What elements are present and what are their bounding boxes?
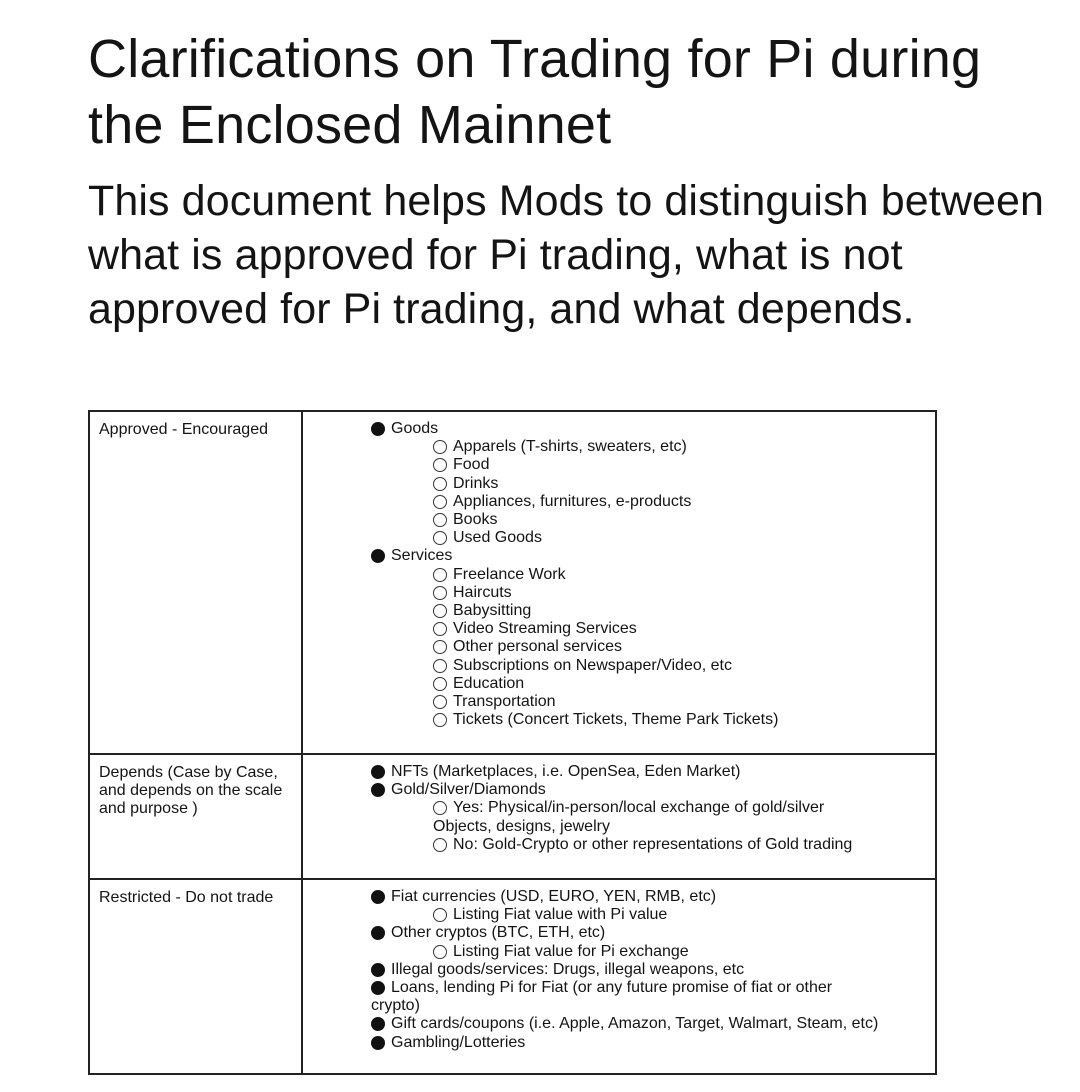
items-cell [302, 754, 936, 879]
table-row-approved [89, 411, 936, 754]
bullet-item: Other cryptos (BTC, ETH, etc) [371, 924, 929, 942]
table-row-restricted [89, 879, 936, 1074]
sub-item: Babysitting [371, 602, 929, 620]
document-title: Clarifications on Trading for Pi during the Enclosed Mainnet [88, 29, 982, 155]
sub-item: Used Goods [371, 529, 929, 547]
sub-item: Other personal services [371, 638, 929, 656]
sub-item: Listing Fiat value for Pi exchange [371, 943, 929, 961]
sub-item: Food [371, 456, 929, 474]
bullet-item: Goods [371, 420, 929, 438]
sub-item: Subscriptions on Newspaper/Video, etc [371, 657, 929, 675]
sub-item: Haircuts [371, 584, 929, 602]
sub-item: Transportation [371, 693, 929, 711]
sub-item: Books [371, 511, 929, 529]
category-cell: Restricted - Do not trade [89, 879, 302, 1074]
sub-item: Yes: Physical/in-person/local exchange of gold/silver [371, 799, 929, 817]
sub-item: Tickets (Concert Tickets, Theme Park Tickets) [371, 711, 929, 729]
trading-rules-table [88, 410, 937, 1075]
sub-item: Apparels (T-shirts, sweaters, etc) [371, 438, 929, 456]
category-cell: Approved - Encouraged [89, 411, 302, 754]
sub-item: No: Gold-Crypto or other representations of Gold trading [371, 836, 929, 854]
bullet-item: Gambling/Lotteries [371, 1034, 929, 1052]
items-cell [302, 879, 936, 1074]
bullet-item: Loans, lending Pi for Fiat (or any future promise of fiat or other [371, 979, 929, 997]
sub-item: Appliances, furnitures, e-products [371, 493, 929, 511]
bullet-item-continuation: crypto) [371, 997, 420, 1015]
table-row-depends [89, 754, 936, 879]
sub-item-continuation: Objects, designs, jewelry [433, 817, 610, 835]
sub-item: Freelance Work [371, 566, 929, 584]
document-intro: This document helps Mods to distinguish between what is approved for Pi trading, what is not approved for Pi trading, and what depends. [88, 177, 1045, 333]
sub-item: Drinks [371, 475, 929, 493]
bullet-item: NFTs (Marketplaces, i.e. OpenSea, Eden Market) [371, 763, 929, 781]
bullet-item: Illegal goods/services: Drugs, illegal weapons, etc [371, 961, 929, 979]
sub-item: Video Streaming Services [371, 620, 929, 638]
bullet-item: Fiat currencies (USD, EURO, YEN, RMB, etc) [371, 888, 929, 906]
category-cell: Depends (Case by Case, and depends on the scale and purpose ) [89, 754, 302, 879]
bullet-item: Gift cards/coupons (i.e. Apple, Amazon, Target, Walmart, Steam, etc) [371, 1015, 929, 1033]
items-cell [302, 411, 936, 754]
sub-item: Education [371, 675, 929, 693]
bullet-item: Gold/Silver/Diamonds [371, 781, 929, 799]
bullet-item: Services [371, 547, 929, 565]
sub-item: Listing Fiat value with Pi value [371, 906, 929, 924]
